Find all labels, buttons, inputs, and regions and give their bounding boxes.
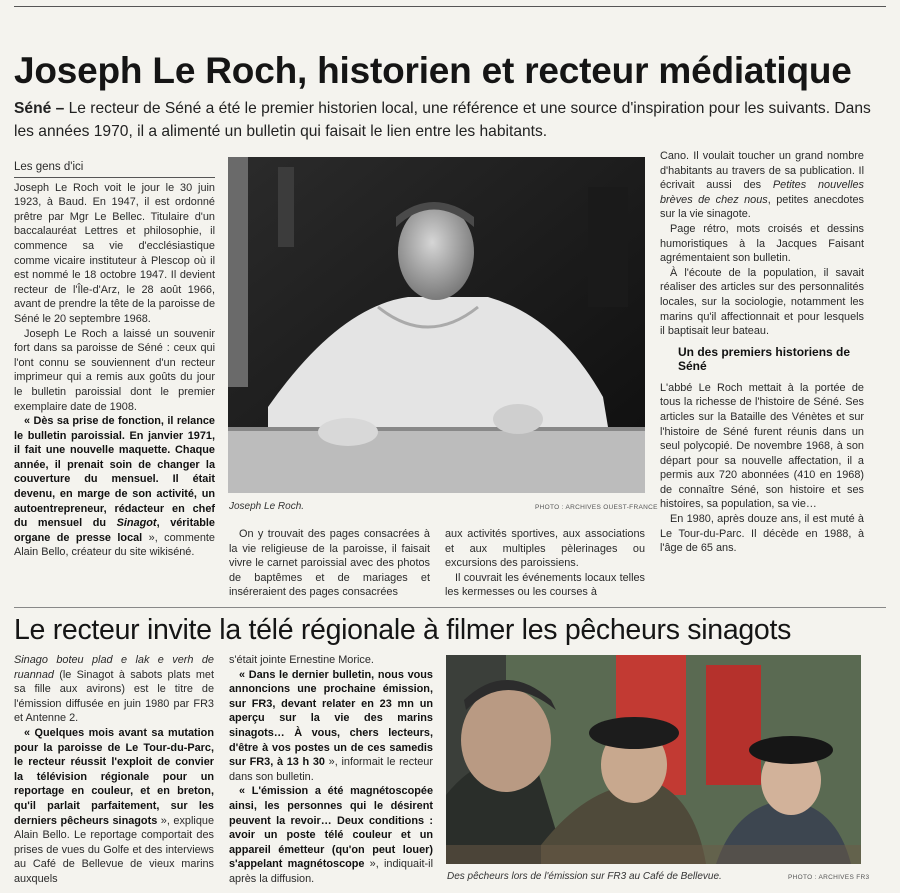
portrait-photo-image: [228, 157, 645, 493]
section-label: Les gens d'ici: [14, 160, 215, 178]
fishermen-photo: [446, 655, 861, 864]
article1-column-2: [229, 527, 430, 600]
article1-column-1: [14, 160, 215, 560]
paragraph: Il couvrait les événements locaux telles les kermesses ou les courses à: [445, 571, 645, 599]
article2-column-1: [14, 653, 214, 887]
photo-caption: Des pêcheurs lors de l'émission sur FR3 au Café de Bellevue.: [447, 871, 722, 882]
paragraph: On y trouvait des pages consacrées à la vie religieuse de la paroisse, il faisait vivre le carnet paroissial avec des photos de baptêmes et de mariages et inséreraient des pages consacrées: [229, 528, 430, 599]
paragraph: Joseph Le Roch a laissé un souvenir fort dans sa paroisse de Séné : ceux qui l'ont connu se souviennent d'un recteur imprimeur qui a remis aux goûts du jour le bulletin paroissial dont le premier exemplaire date de 1908.: [14, 327, 215, 413]
article1-column-3: [445, 527, 645, 600]
paragraph: s'était jointe Ernestine Morice.: [229, 654, 374, 666]
article-title: Le recteur invite la télé régionale à filmer les pêcheurs sinagots: [14, 614, 792, 646]
paragraph: « L'émission a été magnétoscopée ainsi, les personnes qui le désirent peuvent la revoir… Deux conditions : avoir un poste télé couleur et un appareil émetteur (qu'on peut louer) s'appelant magnétoscope », indiquait-il après la diffusion.: [229, 785, 433, 885]
section-rule: [14, 607, 886, 608]
paragraph: Joseph Le Roch voit le jour le 30 juin 1923, à Baud. En 1947, il est ordonné prêtre par Mgr Le Bellec. Titulaire d'un baccalauréat Lettres et philosophie, il commence sa vie d'ecclésiastique comme vicaire instituteur à Plescop où il est nommé le 18 octobre 1947. Il devient recteur de l'Île-d'Arz, le 28 août 1966, avant de prendre la tête de la paroisse de Séné le 20 septembre 1968.: [14, 181, 216, 325]
lead-text: Le recteur de Séné a été le premier historien local, une référence et une source d'inspiration pour les suivants. Dans les années 1970, il a alimenté un bulletin qui faisait le lien entre les habitants.: [14, 100, 871, 140]
paragraph: Cano. Il voulait toucher un grand nombre d'habitants au travers de sa publication. Il écrivait aussi des Petites nouvelles brèves de chez nous, petites anecdotes sur la vie sinagote.: [660, 150, 865, 221]
article-title: Joseph Le Roch, historien et recteur médiatique: [14, 50, 852, 91]
portrait-photo: [228, 157, 645, 493]
paragraph: « Quelques mois avant sa mutation pour la paroisse de Le Tour-du-Parc, le recteur réussit l'exploit de convier la télévision régionale pour un reportage en couleur, et en breton, qu'il parlait parfaitement, sur les derniers pêcheurs sinagots », explique Alain Bello. Le reportage comportait des prises de vues du Golfe et des interviews au Café de Bellevue de vieux marins auxquels: [14, 726, 214, 885]
paragraph: « Dès sa prise de fonction, il relance le bulletin paroissial. En janvier 1971, il fait une nouvelle maquette. Chaque année, il prenait soin de changer la couverture du mensuel. Il était devenu, en marge de son activité, un autoentrepreneur, rédacteur en chef du mensuel du Sinagot, véritable organe de presse local », commente Alain Bello, créateur du site wikiséné.: [14, 415, 215, 559]
paragraph: À l'écoute de la population, il savait réaliser des articles sur des personnalités locales, sur la sociologie, notamment les marins qu'il affectionnait et pour lesquels il baptisait leur bateau.: [660, 266, 864, 338]
paragraph: aux activités sportives, aux associations et aux multiples pèlerinages ou excursions des paroissiens.: [445, 528, 645, 570]
paragraph: Page rétro, mots croisés et dessins humoristiques à la Jacques Faisant agrémentaient son bulletin.: [660, 222, 864, 265]
fishermen-photo-image: [446, 655, 861, 864]
paragraph: Sinago boteu plad e lak e verh de ruannad (le Sinagot à sabots plats met sa fille aux avirons) est le titre de l'émission diffusée en juin 1980 par FR3 et Antenne 2.: [14, 654, 214, 725]
photo-credit: PHOTO : ARCHIVES FR3: [788, 874, 870, 881]
article1-column-4: [660, 149, 864, 556]
photo-caption: Joseph Le Roch.: [229, 501, 305, 512]
article2-column-2: [229, 653, 433, 887]
paragraph: « Dans le dernier bulletin, nous vous annoncions une prochaine émission, sur FR3, devant relater en 23 mn un aperçu sur la vie des marins sinagots… À vous, chers lecteurs, d'être à vos postes un de ces samedis sur FR3, à 13 h 30 », informait le recteur dans son bulletin.: [229, 668, 433, 783]
lead-place: Séné –: [14, 100, 65, 117]
top-rule: [14, 6, 886, 7]
paragraph: En 1980, après douze ans, il est muté à Le Tour-du-Parc. Il décède en 1988, à l'âge de 65 ans.: [660, 513, 864, 555]
subheading: Un des premiers historiens de Séné: [678, 344, 851, 373]
photo-credit: PHOTO : ARCHIVES OUEST-FRANCE: [535, 504, 658, 511]
article-lead: [14, 97, 886, 143]
paragraph: L'abbé Le Roch mettait à la portée de tous la richesse de l'histoire de Séné. Ses articles sur la Bataille des Vénètes et sur l'histoire de Séné furent réunis dans un seul polycopié. De novembre 1968, à son départ pour sa nouvelle affectation, il a permis aux 720 abonnées (410 en 1968) de connaître Séné, son histoire et ses histoires, sa population, sa vie…: [660, 381, 864, 511]
